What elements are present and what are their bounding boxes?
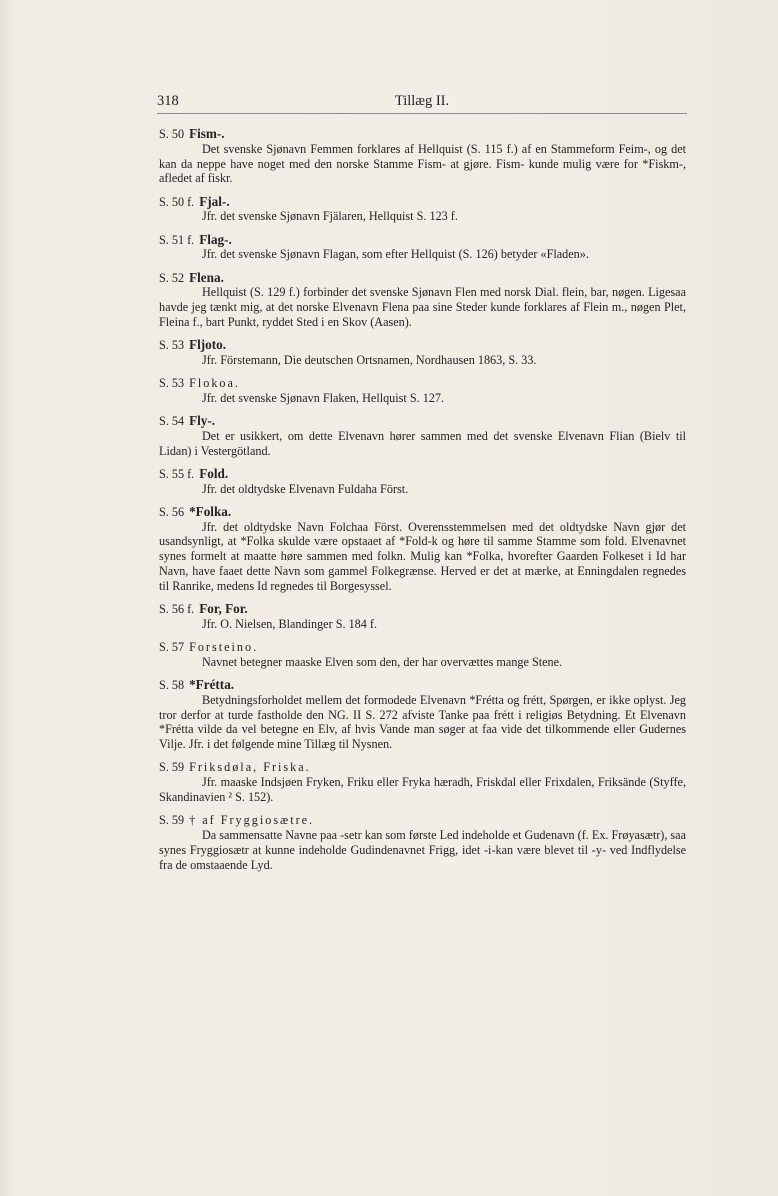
entry-text: Jfr. O. Nielsen, Blandinger S. 184 f. <box>202 616 378 631</box>
entry-ref: S. 51 f. <box>159 232 195 247</box>
entry-ref: S. 52 <box>159 270 185 285</box>
entry <box>159 271 686 330</box>
page-number: 318 <box>157 93 179 109</box>
entry-lemma: Fold. <box>199 465 229 481</box>
entry-text: Jfr. det svenske Sjønavn Flagan, som efter Hellquist (S. 126) betyder «Fladen». <box>202 247 589 262</box>
entry-text: Det er usikkert, om dette Elvenavn hører sammen med det svenske Elvenavn Flian (Bielv til Lidan) i Vestergötland. <box>159 428 686 458</box>
entry <box>159 414 686 458</box>
entry-text: Betydningsforholdet mellem det formodede Elvenavn *Frétta og frétt, Spørgen, er ikke oplyst. Jeg tror derfor at turde fastholde den NG. II S. 272 afviste Tanke paa frétt i religiøs Betydning. Et Elvenavn *Frétta vilde da vel betegne en Elv, af hvis Vande man søger at faa vide det tilkommende eller Gudernes Vilje. Jfr. i det følgende mine Tillæg til Nysnen. <box>159 692 686 752</box>
entry-ref: S. 56 f. <box>159 602 195 617</box>
entry-lemma: Friksdøla, Friska. <box>189 760 311 775</box>
entry <box>159 376 686 406</box>
entry <box>159 505 686 594</box>
entry-lemma: *Frétta. <box>189 677 235 692</box>
entry-text: Det svenske Sjønavn Femmen forklares af Hellquist (S. 115 f.) af en Stammeform Feim-, og det kan da neppe have noget med den norske Stamme Fism- at gjøre. Fism- kunde mulig være for *Fiskm-, afledet af fiskr. <box>159 141 686 186</box>
entry-ref: S. 58 <box>159 678 185 692</box>
entry <box>159 678 686 752</box>
entry-lemma: Flena. <box>189 269 224 285</box>
entry-list <box>159 127 686 881</box>
entry-lemma: Fly-. <box>189 413 216 429</box>
entry <box>159 195 686 225</box>
entry-lemma: Fjal-. <box>199 193 230 209</box>
entry-text: Da sammensatte Navne paa -setr kan som første Led indeholde et Gudenavn (f. Ex. Frøyasætr), saa synes Fryggiosætr at kunne indeholde Gudindenavnet Frigg, idet -i-kan være blevet til -y- ved Indflydelse fra de omstaaende Lyd. <box>159 827 686 872</box>
entry-ref: S. 54 <box>159 414 185 429</box>
entry-text: Hellquist (S. 129 f.) forbinder det svenske Sjønavn Flen med norsk Dial. flein, bar, nøgen. Ligesaa havde jeg tænkt mig, at det norske Elvenavn Flena paa sine Steder kunde forklares af Flein m., nøgen Plet, Fleina f., bart Punkt, ryddet Sted i en Skov (Aasen). <box>159 285 686 329</box>
entry-text: Jfr. Förstemann, Die deutschen Ortsnamen, Nordhausen 1863, S. 33. <box>202 352 537 367</box>
entry <box>159 602 686 632</box>
entry-lemma: *Folka. <box>189 503 232 519</box>
entry-lemma: † af Fryggiosætre. <box>189 813 315 828</box>
entry-ref: S. 50 f. <box>159 194 195 209</box>
entry-lemma: Fism-. <box>189 126 225 141</box>
entry <box>159 813 686 872</box>
entry-text: Jfr. det oldtydske Elvenavn Fuldaha Först. <box>202 481 409 496</box>
entry-ref: S. 53 <box>159 338 185 353</box>
entry <box>159 338 686 368</box>
entry-text: Jfr. det svenske Sjønavn Fjälaren, Hellquist S. 123 f. <box>202 209 458 224</box>
entry-ref: S. 57 <box>159 640 185 655</box>
entry-lemma: Flokoa. <box>189 376 240 391</box>
entry <box>159 467 686 497</box>
entry-lemma: Flag-. <box>199 231 232 247</box>
entry <box>159 127 686 186</box>
entry-ref: S. 50 <box>159 127 185 141</box>
entry <box>159 640 686 670</box>
entry-ref: S. 53 <box>159 376 185 391</box>
entry-text: Jfr. maaske Indsjøen Fryken, Friku eller Fryka hæradh, Friskdal eller Frixdalen, Friksände (Styffe, Skandinavien ² S. 152). <box>159 775 686 804</box>
running-title: Tillæg II. <box>394 93 450 109</box>
entry-text: Jfr. det svenske Sjønavn Flaken, Hellquist S. 127. <box>202 390 445 405</box>
entry <box>159 760 686 804</box>
entry-ref: S. 59 <box>159 760 185 775</box>
entry-text: Navnet betegner maaske Elven som den, der har overvættes mange Stene. <box>202 654 563 669</box>
entry-text: Jfr. det oldtydske Navn Folchaa Först. Overensstemmelsen med det oldtydske Navn gjør det usandsynligt, at *Folka skulde være opstaaet af *Fold-k og høre til samme Stamme som fold. Elvenavnet synes formelt at maatte høre sammen med folkn. Mulig kan *Folka, hvorefter Gaarden Folkeset i Id har Navn, have faaet dette Navn som gammel Folkegrænse. Herved er det at mærke, at Enningdalen regnedes til Ranrike, medens Id regnedes til Borgesyssel. <box>159 519 686 593</box>
entry-ref: S. 55 f. <box>159 466 195 481</box>
entry-lemma: For, For. <box>199 601 248 617</box>
entry-ref: S. 56 <box>159 504 185 519</box>
entry-lemma: Fljoto. <box>189 337 227 353</box>
running-header <box>157 91 687 114</box>
entry-lemma: Forsteino. <box>189 640 259 655</box>
entry <box>159 233 686 263</box>
entry-ref: S. 59 <box>159 813 185 828</box>
